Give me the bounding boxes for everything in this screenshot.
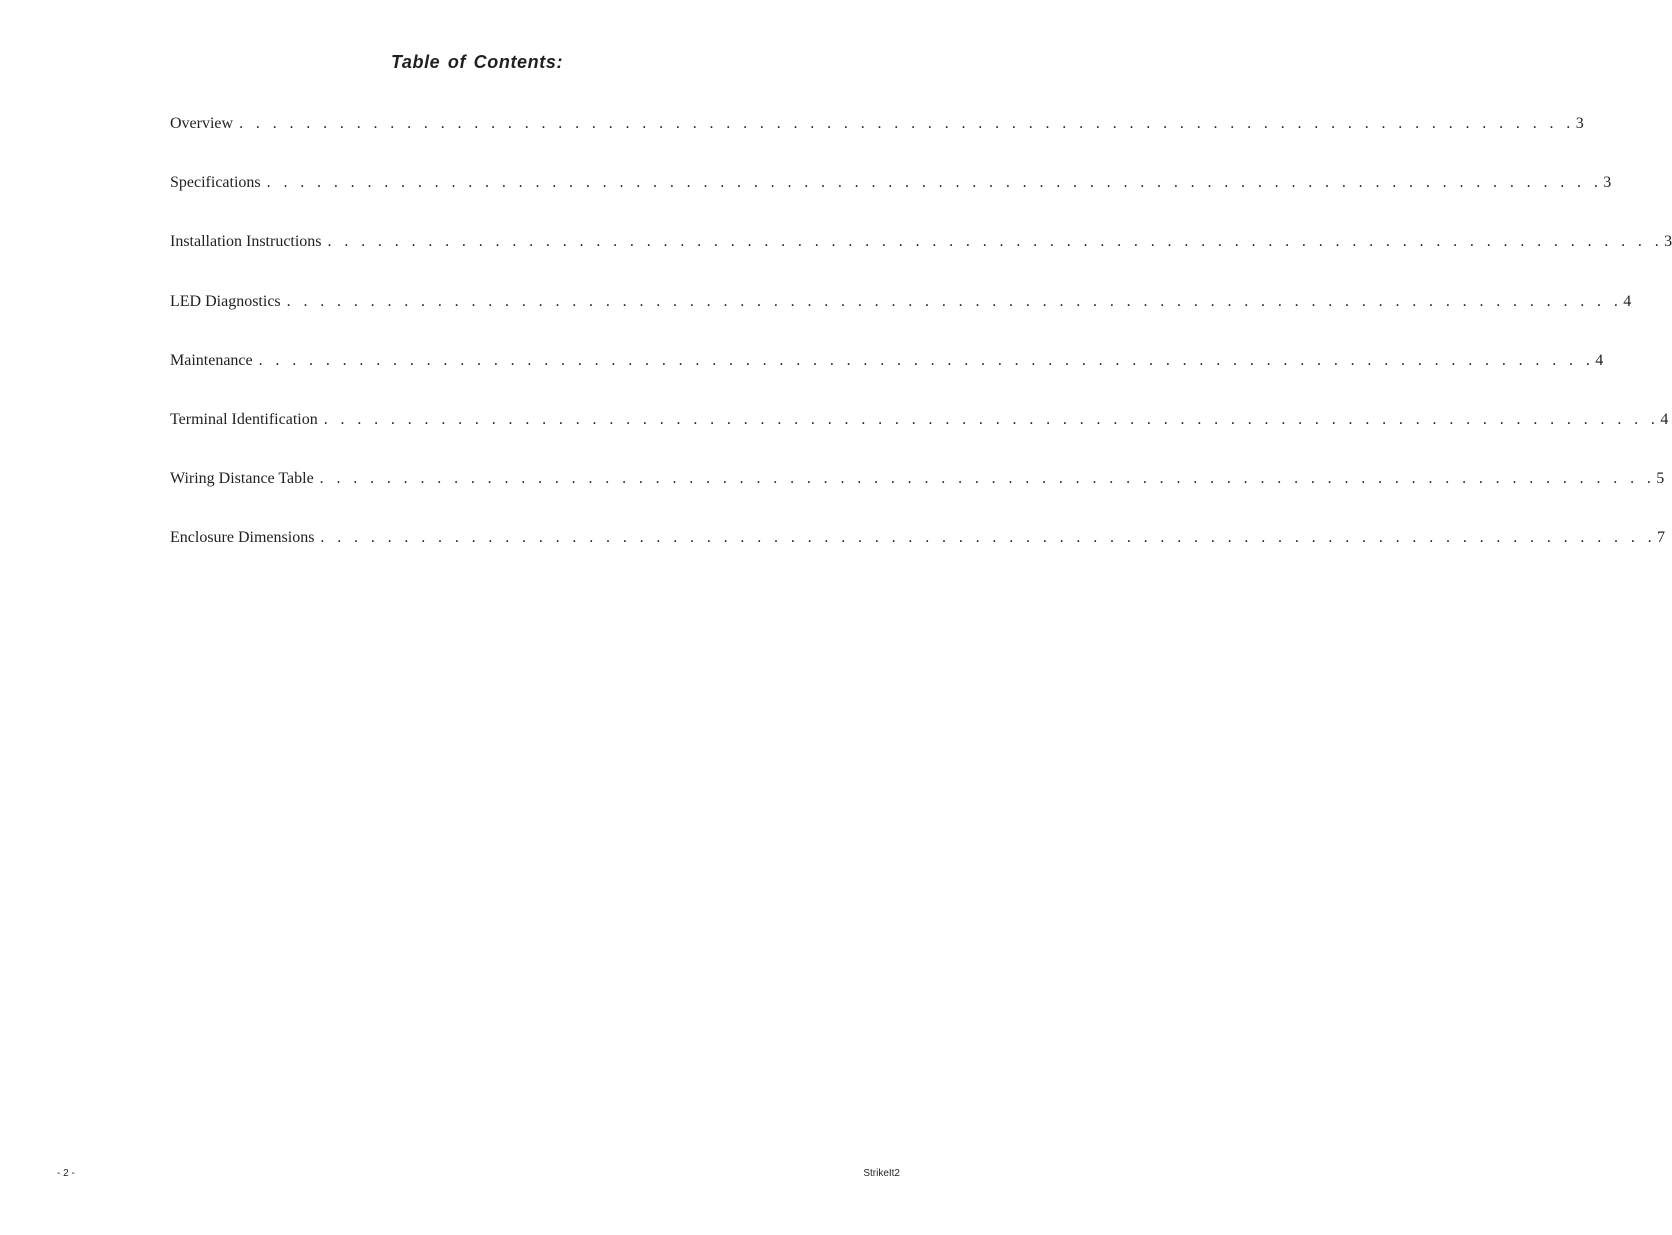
toc-entry-terminal-identification[interactable] (170, 410, 1669, 469)
toc-entry-page: 4 (1660, 410, 1669, 428)
dot-leader: . . . . . . . . . . . . . . . . . . . . . . . . . . . . . . . . . . . . . . . . . . . . . . . . . . . . . . . . . . . . . . . . . . . . . . . . . . . . . . . . (266, 174, 1603, 192)
toc-entry-led-diagnostics[interactable] (170, 292, 1632, 351)
toc-entry-page: 7 (1657, 529, 1666, 547)
footer-product-name: StrikeIt2 (863, 1168, 900, 1179)
toc-entry-label: Overview (170, 115, 234, 132)
dot-leader: . . . . . . . . . . . . . . . . . . . . . . . . . . . . . . . . . . . . . . . . . . . . . . . . . . . . . . . . . . . . . . . . . . . . . . . . . . . . . . . . (319, 470, 1656, 488)
page-title: Table of Contents: (390, 52, 564, 72)
toc-entry-specifications[interactable] (170, 173, 1612, 232)
dot-leader: . . . . . . . . . . . . . . . . . . . . . . . . . . . . . . . . . . . . . . . . . . . . . . . . . . . . . . . . . . . . . . . . . . . . . . . . . . . . . . . . (286, 292, 1623, 310)
toc-entry-overview[interactable] (170, 114, 1584, 173)
toc-entry-wiring-distance-table[interactable] (170, 469, 1665, 528)
table-of-contents (170, 114, 1672, 588)
toc-entry-page: 3 (1664, 233, 1672, 251)
toc-entry-label: Installation Instructions (170, 233, 322, 251)
footer-page-number: - 2 - (57, 1168, 75, 1179)
toc-entry-page: 4 (1623, 292, 1632, 310)
toc-entry-label: Enclosure Dimensions (170, 529, 315, 547)
toc-entry-page: 4 (1595, 351, 1604, 369)
toc-entry-label: Terminal Identification (170, 410, 318, 428)
dot-leader: . . . . . . . . . . . . . . . . . . . . . . . . . . . . . . . . . . . . . . . . . . . . . . . . . . . . . . . . . . . . . . . . . . . . . . . . . . . . . . . . (327, 233, 1664, 251)
dot-leader: . . . . . . . . . . . . . . . . . . . . . . . . . . . . . . . . . . . . . . . . . . . . . . . . . . . . . . . . . . . . . . . . . . . . . . . . . . . . . . . . (239, 115, 1575, 132)
toc-entry-page: 5 (1656, 470, 1665, 488)
toc-entry-label: Wiring Distance Table (170, 470, 314, 488)
toc-entry-page: 3 (1603, 174, 1612, 192)
toc-entry-label: LED Diagnostics (170, 292, 281, 310)
toc-entry-label: Specifications (170, 174, 261, 192)
dot-leader: . . . . . . . . . . . . . . . . . . . . . . . . . . . . . . . . . . . . . . . . . . . . . . . . . . . . . . . . . . . . . . . . . . . . . . . . . . . . . . . . (258, 351, 1595, 369)
toc-entry-installation-instructions[interactable] (170, 232, 1672, 291)
dot-leader: . . . . . . . . . . . . . . . . . . . . . . . . . . . . . . . . . . . . . . . . . . . . . . . . . . . . . . . . . . . . . . . . . . . . . . . . . . . . . . . . (323, 410, 1660, 428)
toc-entry-enclosure-dimensions[interactable] (170, 528, 1666, 587)
toc-entry-maintenance[interactable] (170, 351, 1604, 410)
toc-entry-label: Maintenance (170, 351, 253, 369)
toc-entry-page: 3 (1575, 115, 1584, 132)
dot-leader: . . . . . . . . . . . . . . . . . . . . . . . . . . . . . . . . . . . . . . . . . . . . . . . . . . . . . . . . . . . . . . . . . . . . . . . . . . . . . . . . (320, 529, 1657, 547)
